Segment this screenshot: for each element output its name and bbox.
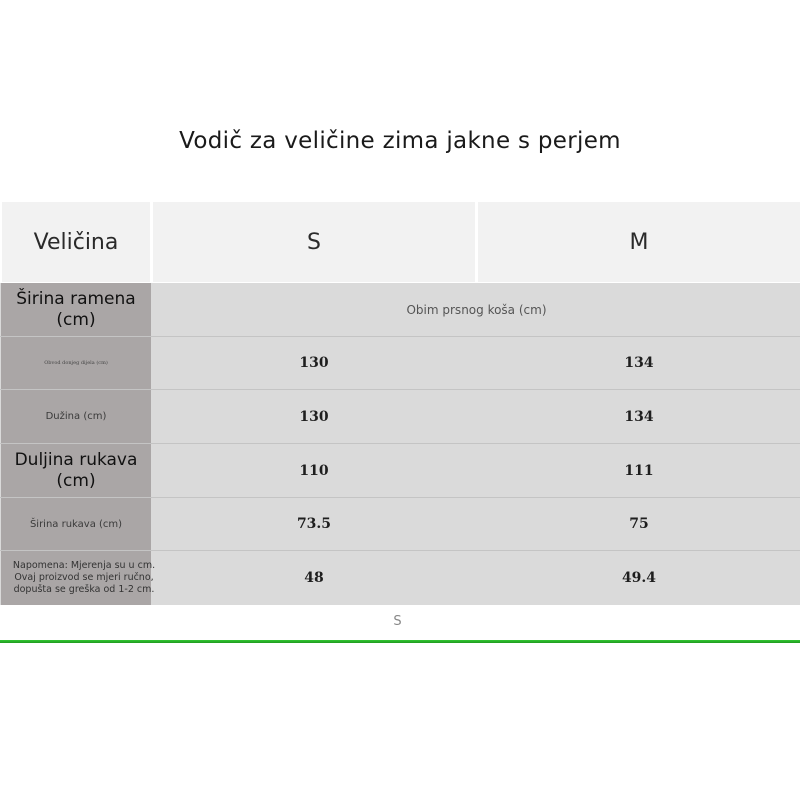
value-s: 130 [299,355,329,371]
chest-circumference-span: Obim prsnog koša (cm) [406,302,547,317]
value-m: 49.4 [621,570,657,586]
value-s: 73.5 [296,516,332,532]
row-label-note: Napomena: Mjerenja su u cm. Ovaj proizvod se mjeri ručno, dopušta se greška od 1-2 cm. [12,560,156,595]
size-header-s: S [153,202,475,282]
size-header-label: Veličina [2,202,150,282]
table-row [0,551,800,605]
row-label-hem: Obvod donjeg dijela (cm) [44,359,108,366]
table-header-row [0,202,800,282]
accent-divider [0,640,800,643]
footer-text: S [393,614,402,629]
page-title: Vodič za veličine zima jakne s perjem [179,128,621,154]
value-s: 130 [299,408,329,425]
table-row [0,283,800,336]
row-label-shoulder-width: Širina ramena (cm) [16,288,136,330]
value-m: 134 [624,355,654,371]
row-label-sleeve-length: Duljina rukava (cm) [14,449,138,491]
value-m: 75 [629,516,649,532]
value-m: 134 [624,408,654,425]
table-row [0,498,800,550]
value-s: 110 [299,462,329,479]
value-m: 111 [624,462,654,479]
table-row [0,444,800,497]
value-s: 48 [304,570,324,586]
row-label-sleeve-width: Širina rukava (cm) [29,518,123,530]
row-label-length: Dužina (cm) [45,411,107,422]
table-row [0,337,800,389]
table-row [0,390,800,443]
size-header-m: M [478,202,800,282]
